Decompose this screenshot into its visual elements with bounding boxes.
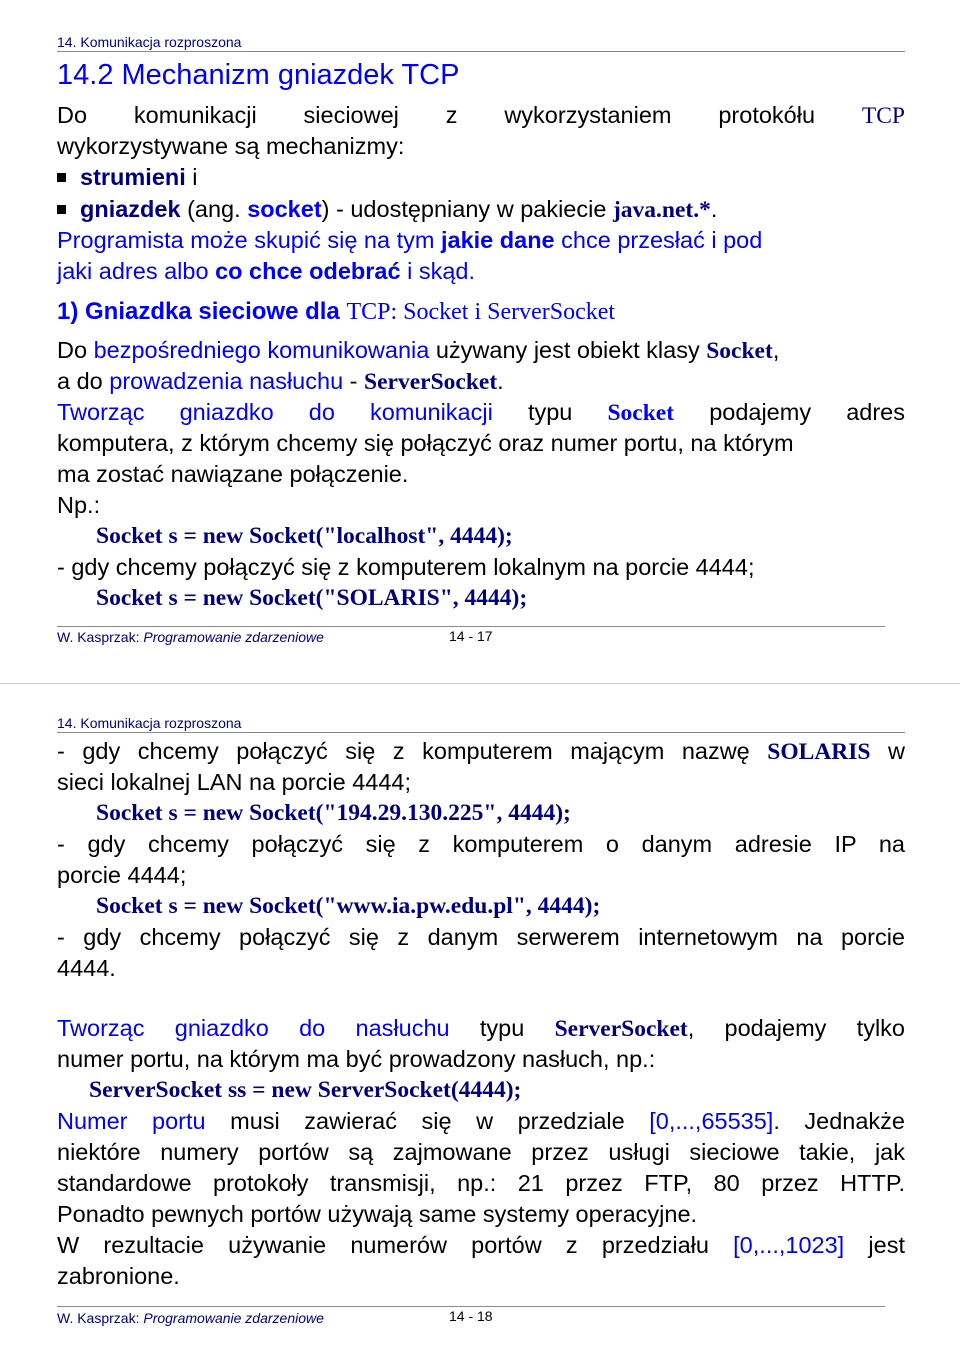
p3-line-1: - gdy chcemy połączyć się z danym serwerem internetowym na porcie [57,924,905,950]
square-bullet-icon [57,205,66,214]
example-label: Np.: [57,492,101,518]
page-number: 14 - 18 [449,1308,493,1324]
p5-line-6: zabronione. [57,1263,180,1289]
text-span: . Jednakże [773,1108,905,1134]
para1-line-2 [57,366,905,397]
slide-14-18 [0,686,960,1367]
text-span: Tworząc gniazdko do nasłuchu [57,1015,450,1041]
intro-text: Do komunikacji sieciowej z wykorzystaniem protokółu [57,102,816,128]
text-span: Do [57,337,94,363]
bullet-streams [57,162,905,193]
text-span: Socket [607,400,675,426]
footer-author [57,1310,324,1326]
bullet-streams-rest: i [185,164,198,190]
square-bullet-icon [57,173,66,182]
text-span: ServerSocket [554,1016,688,1042]
text-span: i skąd. [400,258,475,284]
p1-line-1 [57,736,905,767]
text-span: prowadzenia nasłuchu [109,368,344,394]
text-span: , podajemy tylko [687,1015,905,1041]
text-span: Numer portu [57,1108,206,1134]
text-span: Socket [706,338,773,364]
tcp-keyword: TCP [861,103,905,129]
text-span: Tworząc gniazdko do komunikacji [57,399,493,425]
subsection-heading [57,296,615,328]
text-span: (ang. [180,196,248,222]
text-span: a do [57,368,110,394]
footer-rule [57,1306,885,1307]
text-span: chce przesłać i pod [554,227,763,253]
intro-line-6 [57,256,905,287]
text-span: 1) Gniazdka sieciowe dla [57,298,347,325]
socket-term: socket [247,196,322,222]
desc-local: - gdy chcemy połączyć się z komputerem lokalnym na porcie 4444; [57,554,755,580]
text-span: [0,...,65535] [649,1108,774,1134]
text-span: jaki adres albo [57,258,216,284]
para2-line-2: komputera, z którym chcemy się połączyć oraz numer portu, na którym [57,430,794,456]
text-span: ) - udostępniany w pakiecie [321,196,613,222]
text-span: - gdy chcemy połączyć się z komputerem mającym nazwę [57,738,768,764]
p5-line-4: Ponadto pewnych portów używają same systemy operacyjne. [57,1201,698,1227]
text-span: W rezultacie używanie numerów portów z przedziału [57,1232,734,1258]
page-number: 14 - 17 [449,628,493,644]
footer-rule [57,626,885,627]
header-rule [57,732,905,733]
p2-line-1: - gdy chcemy połączyć się z komputerem o danym adresie IP na [57,831,905,857]
intro-line-5 [57,225,905,256]
emphasis: jakie dane [440,227,555,253]
p4-line-1: Tworząc gniazdko do nasłuchu typu ServerSocket, podajemy tylko [57,1015,905,1042]
text-span: W. Kasprzak: [57,1310,144,1326]
slide-header: 14. Komunikacja rozproszona [57,34,242,50]
text-span: Programowanie zdarzeniowe [143,1310,324,1326]
p1-line-2: sieci lokalnej LAN na porcie 4444; [57,769,412,795]
text-span: . [710,196,718,222]
text-span: SOLARIS [767,739,871,765]
text-span: jest [844,1232,905,1258]
p3-line-2: 4444. [57,955,116,981]
header-rule [57,51,905,52]
text-span: , [772,337,780,363]
text-span: podajemy adres [709,399,905,425]
intro-line-2: wykorzystywane są mechanizmy: [57,133,405,159]
p4-line-2: numer portu, na którym ma być prowadzony nasłuch, np.: [57,1046,656,1072]
text-span: - [343,368,365,394]
para2-line-3: ma zostać nawiązane połączenie. [57,461,409,487]
text-span: TCP: Socket i ServerSocket [346,299,616,325]
p5-line-2: niektóre numery portów są zajmowane przez usługi sieciowe takie, jak [57,1139,905,1165]
code-example-localhost: Socket s = new Socket("localhost", 4444); [96,523,513,549]
emphasis: co chce odebrać [215,258,401,284]
footer-author [57,629,324,645]
intro-line-1 [57,100,905,131]
code-example-serversocket: ServerSocket ss = new ServerSocket(4444); [89,1077,522,1103]
slide-14-17 [0,0,960,683]
text-span: W. Kasprzak: [57,629,144,645]
bullet-sockets-term: gniazdek [80,196,181,222]
slide-header: 14. Komunikacja rozproszona [57,715,242,731]
para1-line-1 [57,335,905,366]
p5-line-5 [57,1230,905,1261]
code-example-domain: Socket s = new Socket("www.ia.pw.edu.pl", 4444); [96,893,601,919]
p5-line-1: Numer portu musi zawierać się w przedziale [0,...,65535]. Jednakże [57,1108,905,1134]
code-example-solaris: Socket s = new Socket("SOLARIS", 4444); [96,585,528,611]
text-span: w [870,738,905,764]
text-span: używany jest obiekt klasy [429,337,707,363]
para2-line-1: Tworząc gniazdko do komunikacji typu Socket podajemy adres [57,399,905,426]
text-span: [0,...,1023] [733,1232,845,1258]
text-span: bezpośredniego komunikowania [93,337,430,363]
p5-line-3: standardowe protokoły transmisji, np.: 21 przez FTP, 80 przez HTTP. [57,1170,905,1196]
text-span: . [497,368,504,394]
slide-divider [0,683,960,684]
bullet-streams-term: strumieni [80,164,186,190]
text-span: Programowanie zdarzeniowe [143,629,324,645]
section-title: 14.2 Mechanizm gniazdek TCP [57,59,460,91]
code-example-ip: Socket s = new Socket("194.29.130.225", 4444); [96,800,571,826]
package-name: java.net.* [612,197,711,223]
p2-line-2: porcie 4444; [57,862,187,888]
bullet-sockets [57,194,905,225]
text-span: Programista może skupić się na tym [57,227,441,253]
text-span: ServerSocket [364,369,498,395]
